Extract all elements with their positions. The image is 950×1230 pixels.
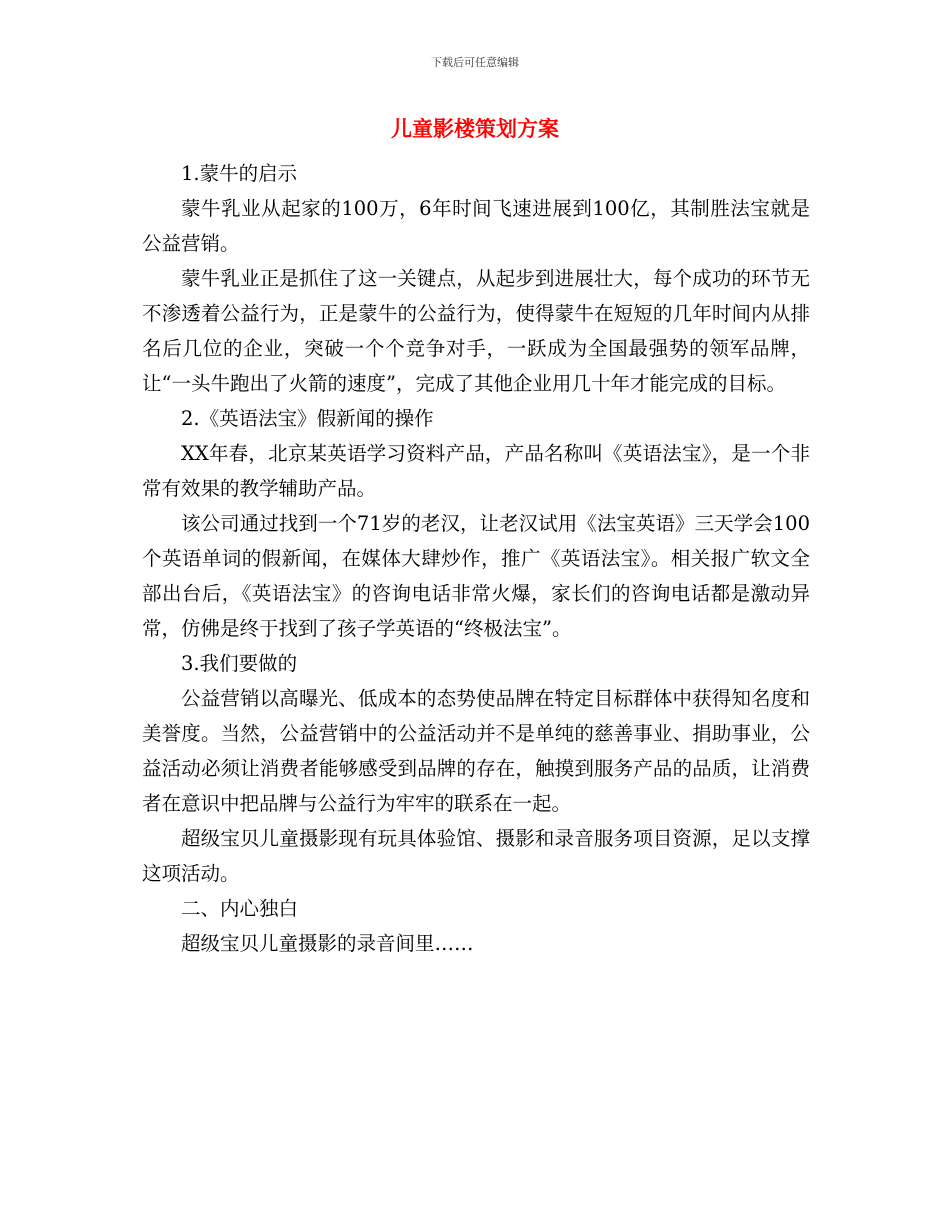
paragraph: 蒙牛乳业正是抓住了这一关键点，从起步到进展壮大，每个成功的环节无不渗透着公益行为，正是蒙牛的公益行为，使得蒙牛在短短的几年时间内从排名后几位的企业，突破一个个竞争对手，一跃成为全国最强势的领军品牌，让“一头牛跑出了火箭的速度”，完成了其他企业用几十年才能完成的目标。 [142, 267, 810, 395]
header-note: 下载后可任意编辑 [431, 56, 519, 69]
document-body [142, 156, 810, 961]
heading-english-fabao: 2.《英语法宝》假新闻的操作 [181, 407, 434, 430]
paragraph: 公益营销以高曝光、低成本的态势使品牌在特定目标群体中获得知名度和美誉度。当然，公益营销中的公益活动并不是单纯的慈善事业、捐助事业，公益活动必须让消费者能够感受到品牌的存在，触摸到服务产品的品质，让消费者在意识中把品牌与公益行为牢牢的联系在一起。 [142, 687, 810, 815]
paragraph: 该公司通过找到一个71岁的老汉，让老汉试用《法宝英语》三天学会100个英语单词的假新闻，在媒体大肆炒作，推广《英语法宝》。相关报广软文全部出台后，《英语法宝》的咨询电话非常火爆，家长们的咨询电话都是激动异常，仿佛是终于找到了孩子学英语的“终极法宝”。 [142, 512, 810, 640]
heading-mengniu: 1.蒙牛的启示 [181, 162, 298, 185]
paragraph: 超级宝贝儿童摄影现有玩具体验馆、摄影和录音服务项目资源，足以支撑这项活动。 [142, 827, 810, 885]
heading-inner-monologue: 二、内心独白 [181, 897, 299, 920]
document-title: 儿童影楼策划方案 [391, 117, 559, 141]
heading-what-we-do: 3.我们要做的 [181, 652, 298, 675]
paragraph: 蒙牛乳业从起家的100万，6年时间飞速进展到100亿，其制胜法宝就是公益营销。 [142, 197, 810, 255]
paragraph: 超级宝贝儿童摄影的录音间里…… [181, 932, 474, 955]
paragraph: XX年春，北京某英语学习资料产品，产品名称叫《英语法宝》，是一个非常有效果的教学辅助产品。 [142, 442, 810, 500]
